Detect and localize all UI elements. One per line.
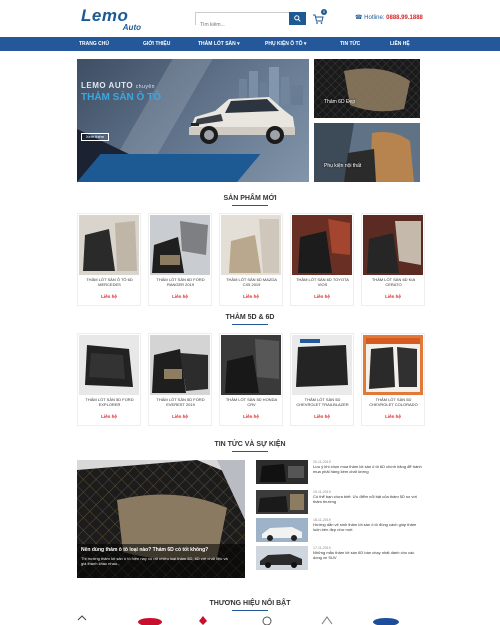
logo[interactable] bbox=[81, 8, 141, 34]
news-date: 17-11-2019 bbox=[313, 546, 331, 550]
logo-main: Lemo bbox=[81, 6, 129, 25]
product-price: Liên hệ bbox=[243, 294, 259, 299]
news-list-item[interactable] bbox=[256, 518, 424, 542]
product-image bbox=[79, 215, 139, 275]
featured-news-excerpt: Thị trường thảm lót sàn ô tô hiện nay có rất nhiều loại thảm 5D, 6D với chất liệu và giá thành khác nhau... bbox=[81, 556, 228, 566]
brand-logo[interactable] bbox=[77, 614, 87, 625]
brand-logo[interactable] bbox=[320, 614, 334, 625]
product-card[interactable] bbox=[77, 333, 141, 426]
product-name: THẢM LÓT SÀN 6D KIA CERATO bbox=[371, 277, 416, 287]
product-name: THẢM LÓT SÀN 6D TOYOTA VIOS bbox=[296, 277, 349, 287]
news-thumbnail bbox=[256, 490, 308, 514]
news-title[interactable]: Có thể bạn chưa biết: Ưu điểm nổi bật của thảm 5D so với thảm thường bbox=[313, 494, 417, 504]
product-name: THẢM LÓT SÀN 5D HONDA CRV bbox=[225, 397, 278, 407]
side-banner-caption: Phụ kiện nội thất bbox=[324, 163, 362, 169]
product-name: THẢM LÓT SÀN 6D MAZDA CX5 2019 bbox=[226, 277, 277, 287]
section-divider bbox=[232, 205, 268, 206]
search-input[interactable] bbox=[196, 20, 289, 31]
product-name: THẢM LÓT SÀN 6D FORD RANGER 2019 bbox=[156, 277, 205, 287]
product-image bbox=[221, 215, 281, 275]
news-date: 18-11-2019 bbox=[313, 518, 331, 522]
product-card[interactable] bbox=[148, 333, 212, 426]
section-title-brands: THƯƠNG HIỆU NỔI BẬT bbox=[209, 600, 291, 607]
news-thumbnail bbox=[256, 460, 308, 484]
search-button[interactable] bbox=[289, 12, 306, 25]
nav-item-news[interactable]: TIN TỨC bbox=[340, 41, 361, 47]
brand-logo[interactable] bbox=[196, 614, 210, 625]
product-image bbox=[221, 335, 281, 395]
banner-brand: LEMO AUTO chuyên bbox=[81, 81, 155, 90]
news-title[interactable]: Những mẫu thảm lót sàn 6D bán chạy nhất dành cho các dòng xe SUV bbox=[313, 550, 415, 560]
news-list-item[interactable] bbox=[256, 546, 424, 570]
hotline[interactable] bbox=[355, 14, 423, 21]
nav-item-floor-mats[interactable]: THẢM LÓT SÀN ▾ bbox=[198, 41, 240, 47]
brand-logo[interactable] bbox=[261, 614, 273, 625]
product-price: Liên hệ bbox=[172, 414, 188, 419]
featured-news[interactable] bbox=[77, 460, 245, 578]
product-name: THẢM LÓT SÀN 5D FORD EXPLORER bbox=[85, 397, 134, 407]
product-price: Liên hệ bbox=[101, 294, 117, 299]
news-title[interactable]: Lưu ý khi chọn mua thảm lót sàn ô tô 6D chính hãng để tránh mua phải hàng kém chất lượng bbox=[313, 464, 422, 474]
product-image bbox=[292, 335, 352, 395]
search-box bbox=[195, 12, 306, 25]
product-price: Liên hệ bbox=[101, 414, 117, 419]
cart-count-badge: 0 bbox=[322, 9, 326, 14]
product-card[interactable] bbox=[290, 213, 354, 306]
news-thumbnail bbox=[256, 546, 308, 570]
news-list-item[interactable] bbox=[256, 460, 424, 484]
logo-sub: Auto bbox=[122, 23, 141, 32]
car-interior-image bbox=[314, 123, 420, 182]
product-image bbox=[79, 335, 139, 395]
nav-item-home[interactable]: TRANG CHỦ bbox=[79, 41, 109, 47]
product-image bbox=[292, 215, 352, 275]
floor-mat-image bbox=[314, 59, 420, 118]
product-price: Liên hệ bbox=[172, 294, 188, 299]
nav-item-about[interactable]: GIỚI THIỆU bbox=[143, 41, 171, 47]
section-divider bbox=[232, 610, 268, 611]
product-image bbox=[363, 335, 423, 395]
product-name: THẢM LÓT SÀN Ô TÔ 6D MERCEDES bbox=[86, 277, 133, 287]
product-price: Liên hệ bbox=[385, 294, 401, 299]
search-icon bbox=[294, 15, 301, 22]
car-image bbox=[181, 87, 299, 153]
brand-logo[interactable] bbox=[137, 614, 163, 625]
product-card[interactable] bbox=[219, 333, 283, 426]
section-title-news: TIN TỨC VÀ SỰ KIỆN bbox=[214, 441, 286, 448]
product-price: Liên hệ bbox=[314, 414, 330, 419]
hero-banner[interactable] bbox=[77, 59, 309, 182]
cart-button[interactable] bbox=[312, 9, 326, 24]
nav-item-contact[interactable]: LIÊN HỆ bbox=[390, 41, 410, 47]
product-card[interactable] bbox=[361, 213, 425, 306]
product-image bbox=[363, 215, 423, 275]
section-title-mats: THẢM 5D & 6D bbox=[225, 314, 275, 321]
side-banner-interior[interactable] bbox=[314, 123, 420, 182]
product-card[interactable] bbox=[77, 213, 141, 306]
product-card[interactable] bbox=[290, 333, 354, 426]
product-price: Liên hệ bbox=[243, 414, 259, 419]
header bbox=[0, 0, 500, 37]
brand-logo[interactable] bbox=[372, 614, 400, 625]
banner-decor-blue bbox=[77, 154, 260, 182]
news-thumbnail bbox=[256, 518, 308, 542]
product-name: THẢM LÓT SÀN 5D FORD EVEREST 2019 bbox=[156, 397, 205, 407]
product-image bbox=[150, 215, 210, 275]
product-name: THẢM LÓT SÀN 5D CHEVROLET TRAILBLAZER bbox=[296, 397, 349, 407]
phone-icon: ☎ bbox=[355, 15, 363, 21]
main-nav bbox=[0, 37, 500, 51]
section-divider bbox=[232, 451, 268, 452]
product-name: THẢM LÓT SÀN 5D CHEVROLET COLORADO bbox=[369, 397, 418, 407]
hotline-number: 0888.99.1888 bbox=[386, 15, 423, 21]
featured-news-title[interactable]: Nên dùng thảm ô tô loại nào? Thảm 6D có tốt không? bbox=[81, 547, 209, 553]
product-image bbox=[150, 335, 210, 395]
hotline-label: Hotline: bbox=[364, 15, 385, 21]
news-list-item[interactable] bbox=[256, 490, 424, 514]
news-date: 19-11-2019 bbox=[313, 490, 331, 494]
nav-item-accessories[interactable]: PHỤ KIỆN Ô TÔ ▾ bbox=[265, 41, 307, 47]
section-divider bbox=[232, 324, 268, 325]
news-title[interactable]: Hướng dẫn vệ sinh thảm lót sàn ô tô đúng cách giúp thảm luôn bền đẹp như mới bbox=[313, 522, 417, 532]
product-price: Liên hệ bbox=[385, 414, 401, 419]
product-card[interactable] bbox=[219, 213, 283, 306]
banner-more-button[interactable]: Xem thêm bbox=[81, 133, 109, 141]
section-title-new-products: SẢN PHẨM MỚI bbox=[223, 195, 277, 202]
banner-headline: THẢM SÀN Ô TÔ bbox=[81, 92, 161, 103]
news-date: 20-11-2019 bbox=[313, 460, 331, 464]
product-card[interactable] bbox=[148, 213, 212, 306]
product-price: Liên hệ bbox=[314, 294, 330, 299]
product-card[interactable] bbox=[361, 333, 425, 426]
side-banner-caption: Thảm 6D Đẹp bbox=[324, 99, 356, 105]
side-banner-mats[interactable] bbox=[314, 59, 420, 118]
